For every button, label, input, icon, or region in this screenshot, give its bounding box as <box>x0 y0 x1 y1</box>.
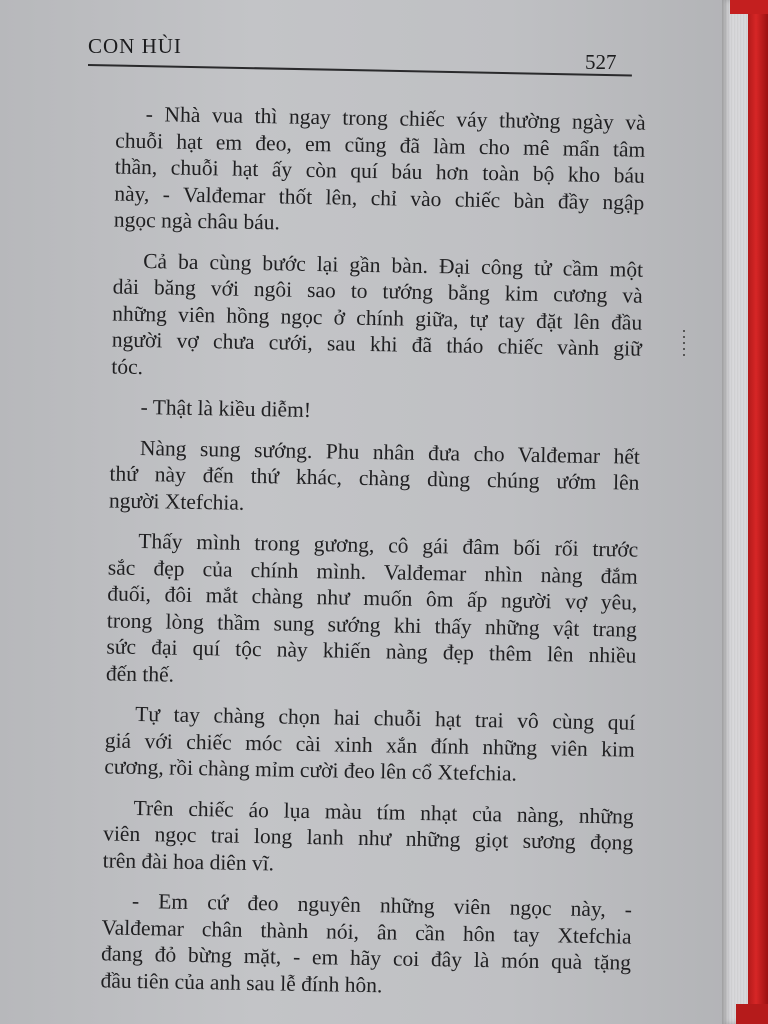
text-line: đến thế. <box>105 660 175 687</box>
text-line: người vợ chưa cưới, sau khi đã tháo chiếc vành giữ <box>111 327 642 361</box>
page-number: 527 <box>585 50 617 74</box>
red-book-cover <box>748 0 768 1024</box>
page-edges <box>722 0 750 1024</box>
paragraph <box>73 793 634 882</box>
text-line: trong lòng thầm sung sướng khi thấy những vật trang <box>106 607 638 642</box>
red-cover-top-corner <box>730 0 768 14</box>
paragraph <box>80 393 640 429</box>
paragraph <box>76 527 639 696</box>
paragraph <box>81 246 643 388</box>
paragraph <box>84 100 646 242</box>
paragraph <box>74 700 635 789</box>
text-line: chuỗi hạt em đeo, em cũng đã làm cho mê mẩn tâm <box>115 128 646 162</box>
running-head-title: CON HÙI <box>88 34 182 58</box>
text-line: Thấy mình trong gương, cô gái đâm bối rối trước <box>138 528 639 562</box>
text-line: tóc. <box>111 353 144 379</box>
text-line: viên ngọc trai long lanh như những giọt sương đọng <box>102 821 634 855</box>
paragraph <box>70 887 632 1003</box>
text-line: Nàng sung sướng. Phu nhân đưa cho Valđemar hết <box>139 435 641 469</box>
text-line: này, - Valđemar thốt lên, chỉ vào chiếc bàn đầy ngập <box>114 181 645 215</box>
text-line: - Nhà vua thì ngay trong chiếc váy thường ngày và <box>145 102 646 135</box>
text-line: những viên hồng ngọc ở chính giữa, tự tay đặt lên đầu <box>112 300 643 335</box>
text-line: Tự tay chàng chọn hai chuỗi hạt trai vô cùng quí <box>135 701 636 735</box>
text-line: ngọc ngà châu báu. <box>113 207 281 235</box>
text-line: sức đại quí tộc này khiến nàng đẹp thêm lên nhiều <box>106 634 637 668</box>
header-rule <box>88 64 632 76</box>
text-line: Trên chiếc áo lụa màu tím nhạt của nàng, những <box>133 795 634 829</box>
red-cover-bottom-corner <box>736 1004 768 1024</box>
text-line: Cả ba cùng bước lại gần bàn. Đại công tử cầm một <box>142 248 644 282</box>
text-line: - Em cứ đeo nguyên những viên ngọc này, - <box>131 888 633 922</box>
text-line: sắc đẹp của chính mình. Valđemar nhìn nàng đắm <box>107 554 638 589</box>
text-line: giá với chiếc móc cài xinh xắn đính những viên kim <box>104 727 635 762</box>
text-line: người Xtefchia. <box>108 487 245 515</box>
body-text <box>70 100 646 1017</box>
text-line: - Thật là kiều diễm! <box>140 395 312 422</box>
text-line: Valđemar chân thành nói, ân cần hôn tay Xtefchia <box>101 914 632 949</box>
paragraph <box>79 433 640 522</box>
text-line: đầu tiên của anh sau lễ đính hôn. <box>100 967 383 997</box>
margin-mark <box>683 330 685 358</box>
text-line: trên đài hoa diên vĩ. <box>102 847 275 875</box>
text-line: thần, chuỗi hạt ấy còn quí báu hơn toàn bộ kho báu <box>114 154 645 188</box>
text-line: đuối, đôi mắt chàng như muốn ôm ấp người vợ yêu, <box>107 581 638 615</box>
text-line: cương, rồi chàng mỉm cười đeo lên cổ Xtefchia. <box>104 754 518 786</box>
text-line: thứ này đến thứ khác, chàng dùng chúng ướm lên <box>109 461 640 495</box>
text-line: dải băng với ngôi sao to tướng bằng kim cương và <box>112 274 643 308</box>
text-line: đang đỏ bừng mặt, - em hãy coi đây là món quà tặng <box>100 941 632 975</box>
